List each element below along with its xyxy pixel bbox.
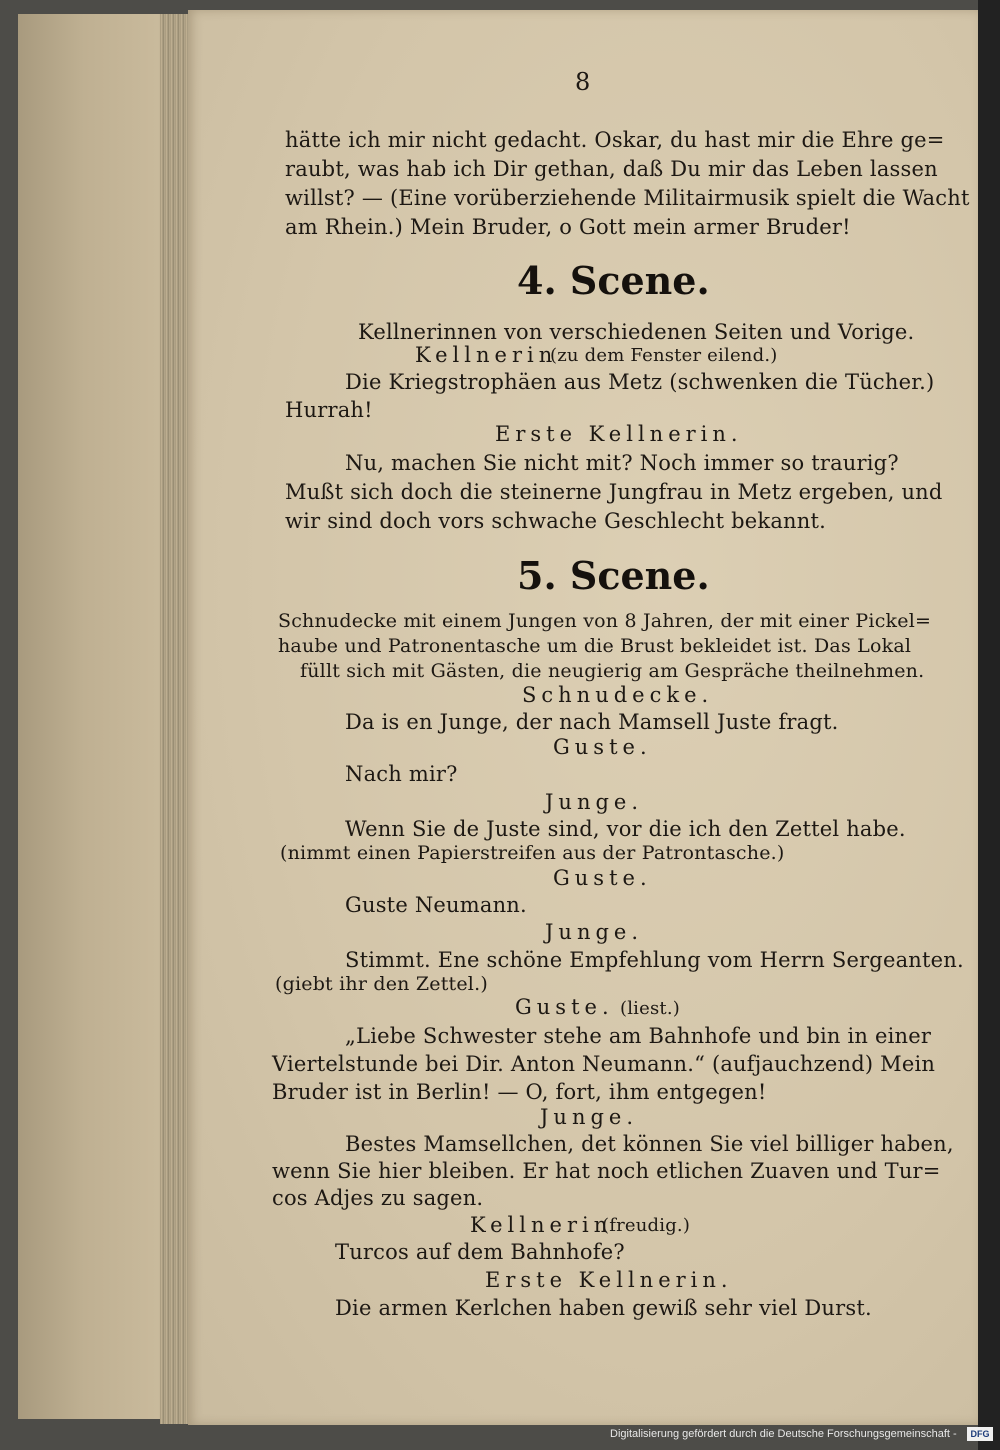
- scene-5-stage-direction: füllt sich mit Gästen, die neugierig am Gespräche theilnehmen.: [300, 660, 925, 682]
- dialogue-line: Nu, machen Sie nicht mit? Noch immer so traurig?: [345, 451, 899, 475]
- speaker-name: Guste.: [515, 995, 614, 1019]
- dialogue-line: cos Adjes zu sagen.: [272, 1186, 484, 1210]
- speaker-name: Junge.: [545, 920, 644, 944]
- scene-4-stage-direction: Kellnerinnen von verschiedenen Seiten und Vorige.: [358, 320, 915, 344]
- dialogue-line: wenn Sie hier bleiben. Er hat noch etlichen Zuaven und Tur=: [272, 1159, 941, 1183]
- dialogue-line: Da is en Junge, der nach Mamsell Juste fragt.: [345, 710, 839, 734]
- stage-note: (liest.): [620, 998, 681, 1019]
- speaker-name: Erste Kellnerin.: [485, 1268, 733, 1292]
- dialogue-line: Mußt sich doch die steinerne Jungfrau in Metz ergeben, und: [285, 480, 943, 504]
- speaker-name: Kellnerin: [415, 343, 558, 367]
- dialogue-line: Bestes Mamsellchen, det können Sie viel billiger haben,: [345, 1132, 954, 1156]
- speaker-name: Erste Kellnerin.: [495, 422, 743, 446]
- dialogue-line: Viertelstunde bei Dir. Anton Neumann.“ (aufjauchzend) Mein: [272, 1052, 936, 1076]
- speaker-name: Guste.: [553, 866, 652, 890]
- speaker-name: Junge.: [540, 1105, 639, 1129]
- scene-5-stage-direction: Schnudecke mit einem Jungen von 8 Jahren, der mit einer Pickel=: [278, 610, 932, 632]
- dfg-logo: DFG: [967, 1427, 993, 1441]
- speaker-name: Schnudecke.: [522, 683, 714, 707]
- scan-right-border: [978, 0, 1000, 1450]
- stage-note: (zu dem Fenster eilend.): [550, 345, 778, 366]
- page-edges: [160, 14, 190, 1424]
- scene-5-title: 5. Scene.: [517, 553, 710, 598]
- speaker-name: Kellnerin: [470, 1213, 613, 1237]
- stage-note: (nimmt einen Papierstreifen aus der Patrontasche.): [280, 842, 785, 864]
- dialogue-line: Guste Neumann.: [345, 893, 527, 917]
- scene-5-stage-direction: haube und Patronentasche um die Brust bekleidet ist. Das Lokal: [278, 635, 912, 657]
- dialogue-line: Nach mir?: [345, 762, 458, 786]
- scene-4-title: 4. Scene.: [517, 258, 710, 303]
- dialogue-line: Wenn Sie de Juste sind, vor die ich den Zettel habe.: [345, 817, 906, 841]
- stage-note: (giebt ihr den Zettel.): [275, 973, 488, 995]
- page-number: 8: [575, 68, 591, 96]
- dialogue-line: Die armen Kerlchen haben gewiß sehr viel Durst.: [335, 1296, 872, 1320]
- dialogue-line: „Liebe Schwester stehe am Bahnhofe und bin in einer: [345, 1024, 932, 1048]
- digitization-credit: Digitalisierung gefördert durch die Deutsche Forschungsgemeinschaft -: [610, 1428, 957, 1440]
- dialogue-line: Stimmt. Ene schöne Empfehlung vom Herrn Sergeanten.: [345, 948, 964, 972]
- speaker-name: Junge.: [545, 790, 644, 814]
- dialogue-line: Bruder ist in Berlin! — O, fort, ihm entgegen!: [272, 1080, 767, 1104]
- intro-line: hätte ich mir nicht gedacht. Oskar, du hast mir die Ehre ge=: [285, 128, 945, 152]
- dialogue-line: Hurrah!: [285, 398, 373, 422]
- stage-note: (freudig.): [602, 1215, 691, 1236]
- dialogue-line: wir sind doch vors schwache Geschlecht bekannt.: [285, 509, 827, 533]
- intro-line: willst? — (Eine vorüberziehende Militairmusik spielt die Wacht: [285, 186, 970, 210]
- intro-line: raubt, was hab ich Dir gethan, daß Du mir das Leben lassen: [285, 157, 938, 181]
- intro-line: am Rhein.) Mein Bruder, o Gott mein armer Bruder!: [285, 215, 851, 239]
- dialogue-line: Turcos auf dem Bahnhofe?: [335, 1240, 625, 1264]
- dialogue-line: Die Kriegstrophäen aus Metz (schwenken die Tücher.): [345, 370, 935, 394]
- speaker-name: Guste.: [553, 735, 652, 759]
